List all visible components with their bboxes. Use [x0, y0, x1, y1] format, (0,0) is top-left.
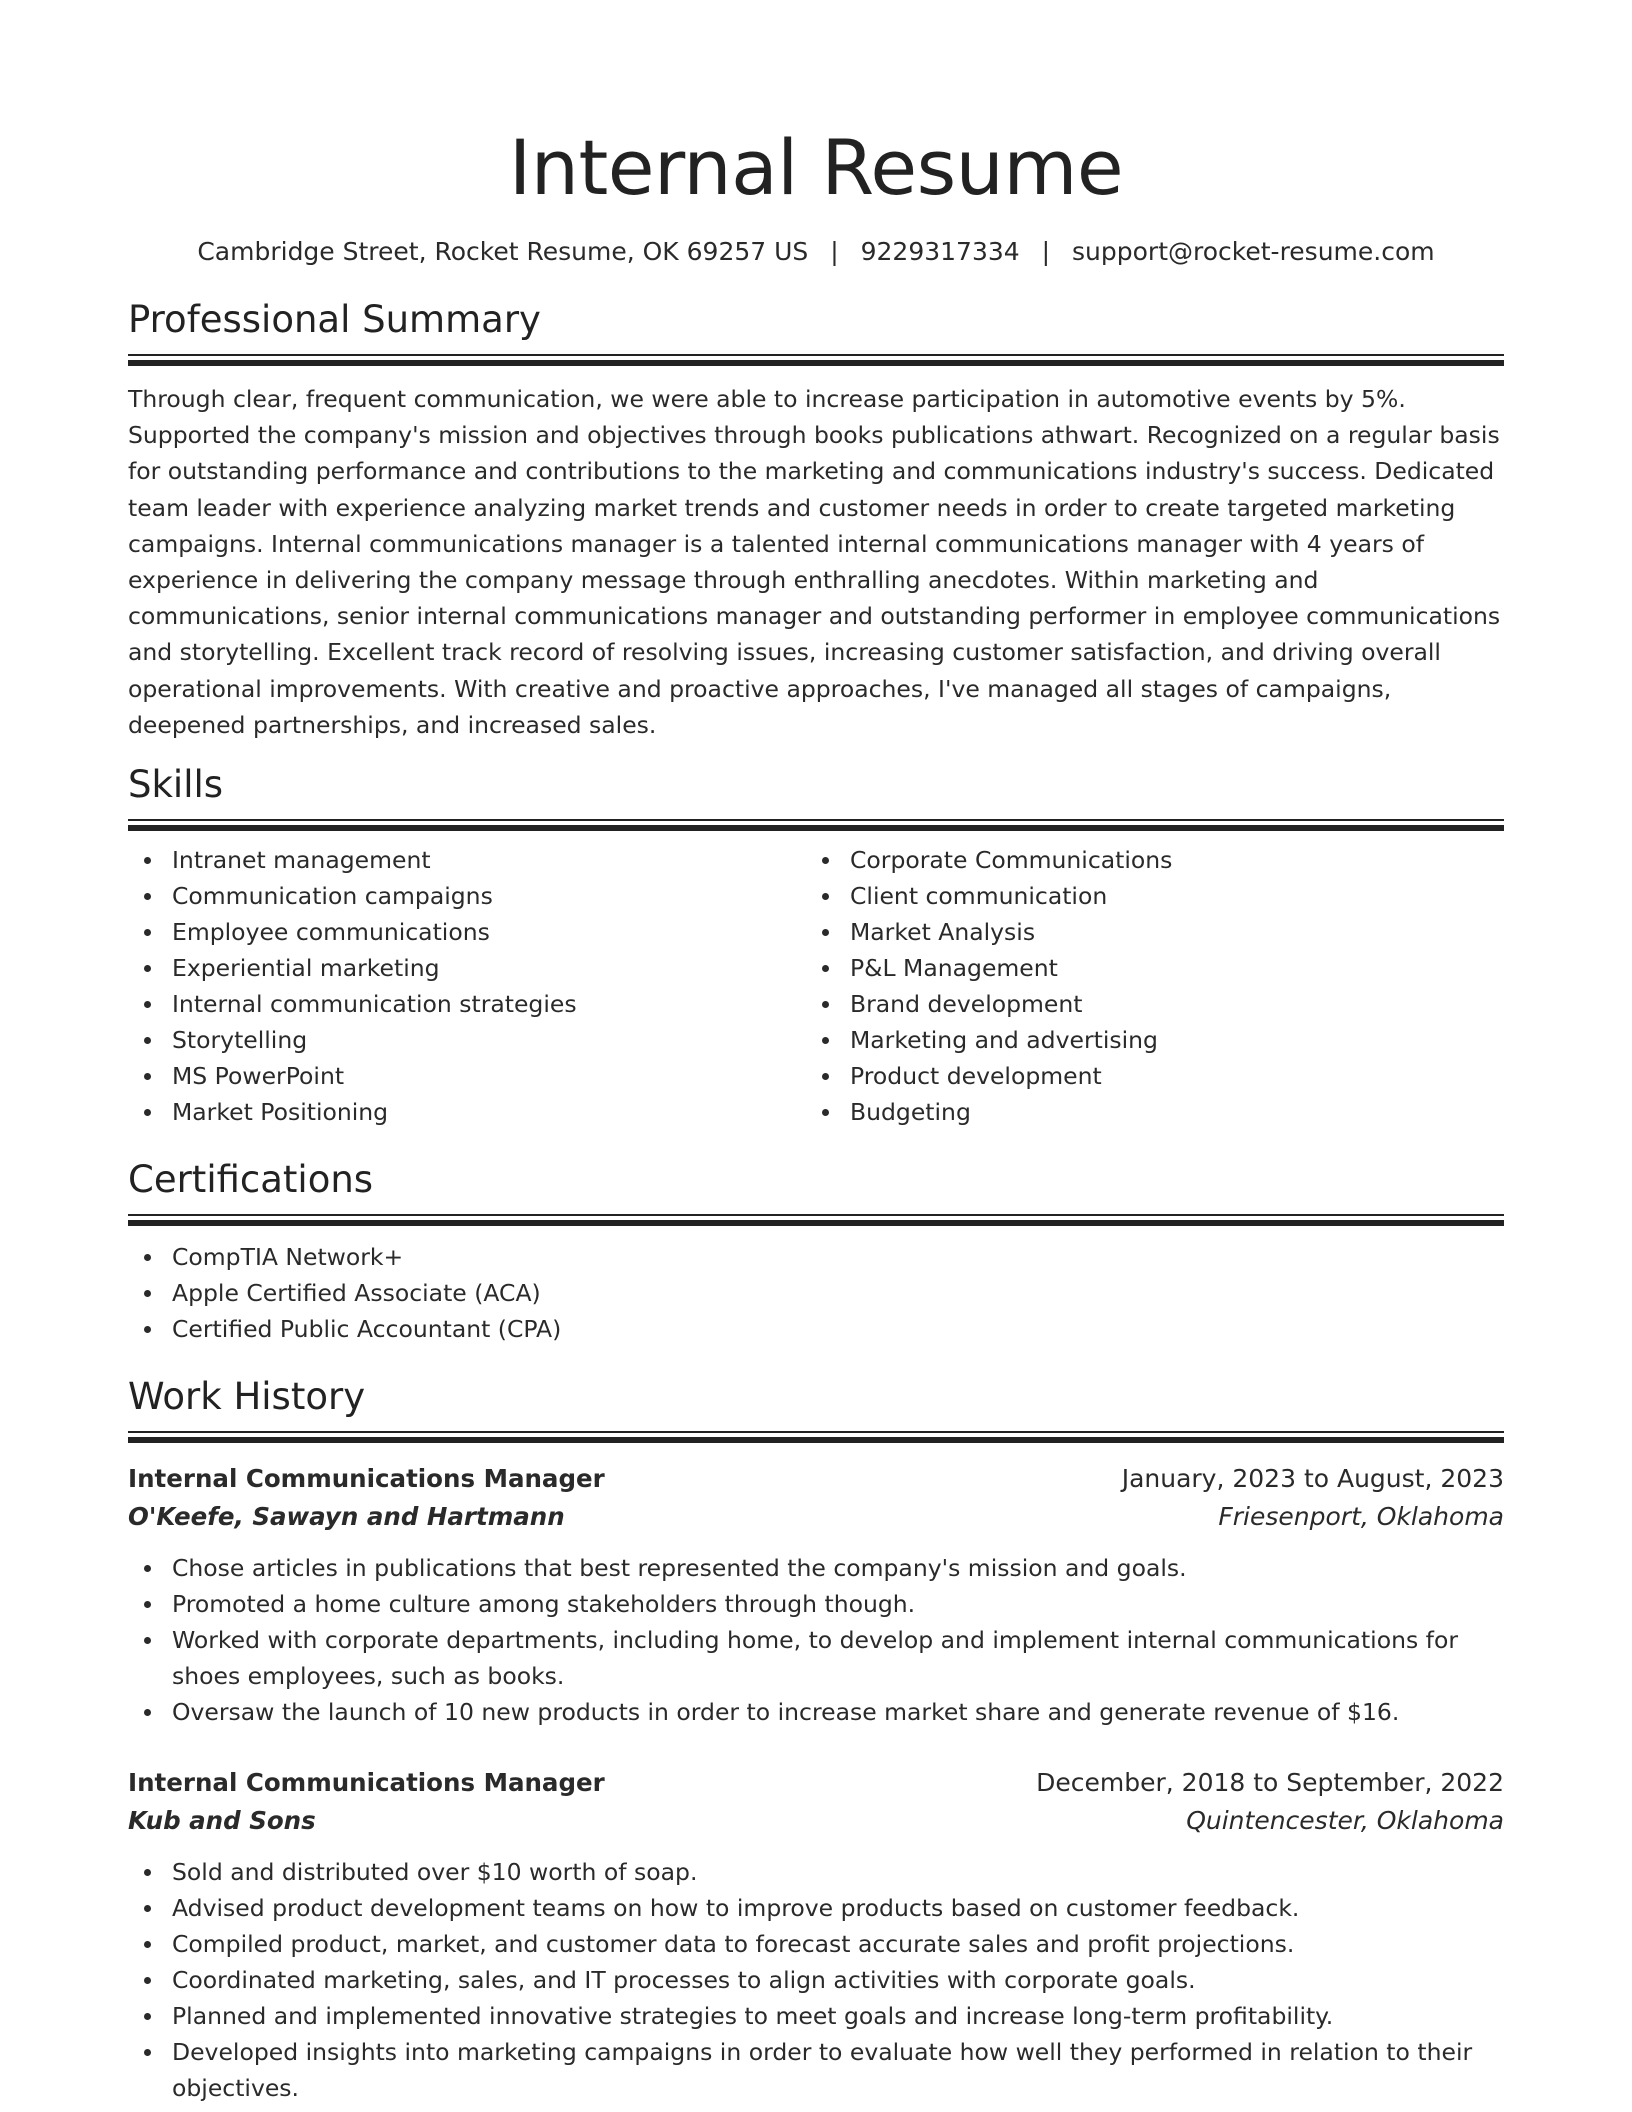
contact-phone: 9229317334 [860, 237, 1020, 266]
summary-text: Through clear, frequent communication, we were able to increase participation in automotive events by 5%. Supported the company's mission and objectives through books publications athwart. Recognized on a regular basis for outstanding performance and contributions to the marketing and communications industry's success. Dedicated team leader with experience analyzing market trends and customer needs in order to create targeted marketing campaigns. Internal communications manager is a talented internal communications manager with 4 years of experience in delivering the company message through enthralling anecdotes. Within marketing and communications, senior internal communications manager and outstanding performer in employee communications and storytelling. Excellent track record of resolving issues, increasing customer satisfaction, and driving overall operational improvements. With creative and proactive approaches, I've managed all stages of campaigns, deepened partnerships, and increased sales. [128, 385, 1501, 739]
section-title-work-history: Work History [128, 1375, 366, 1419]
job-dates: December, 2018 to September, 2022 [1036, 1768, 1504, 1798]
job-location: Friesenport, Oklahoma [1218, 1502, 1504, 1532]
job-subheader [128, 1498, 1504, 1536]
job-entry [128, 1764, 1504, 2106]
certification-item: CompTIA Network+ [128, 1239, 1504, 1275]
work-history-section [128, 1373, 1504, 2106]
skill-item: Product development [806, 1058, 1484, 1094]
job-title: Internal Communications Manager [128, 1768, 605, 1798]
skill-item: Storytelling [128, 1022, 806, 1058]
contact-line [128, 234, 1504, 270]
job-subheader [128, 1802, 1504, 1840]
job-bullets [128, 1854, 1504, 2106]
skill-item: Communication campaigns [128, 878, 806, 914]
skill-item: Intranet management [128, 842, 806, 878]
skill-item: Client communication [806, 878, 1484, 914]
skill-item: Market Positioning [128, 1094, 806, 1130]
skills-column-right [806, 842, 1484, 1130]
certifications-section [128, 1156, 1504, 1347]
job-bullet: Coordinated marketing, sales, and IT processes to align activities with corporate goals. [128, 1962, 1504, 1998]
skill-item: Corporate Communications [806, 842, 1484, 878]
contact-separator: | [830, 237, 839, 266]
job-location: Quintencester, Oklahoma [1186, 1806, 1504, 1836]
certifications-list [128, 1239, 1504, 1347]
summary-section [128, 296, 1504, 743]
section-title-skills: Skills [128, 763, 224, 807]
contact-address: Cambridge Street, Rocket Resume, OK 69257 US [197, 237, 809, 266]
skill-item: Brand development [806, 986, 1484, 1022]
skill-item: Marketing and advertising [806, 1022, 1484, 1058]
job-title: Internal Communications Manager [128, 1464, 605, 1494]
job-bullet: Sold and distributed over $10 worth of soap. [128, 1854, 1504, 1890]
section-title-certifications: Certifications [128, 1158, 374, 1202]
skill-item: MS PowerPoint [128, 1058, 806, 1094]
job-bullet: Worked with corporate departments, including home, to develop and implement internal communications for shoes employees, such as books. [128, 1622, 1504, 1694]
skills-column-left [128, 842, 806, 1130]
job-header [128, 1460, 1504, 1498]
job-bullet: Compiled product, market, and customer data to forecast accurate sales and profit projections. [128, 1926, 1504, 1962]
section-divider [128, 1431, 1504, 1442]
resume-content [128, 118, 1504, 2106]
contact-separator: | [1041, 237, 1051, 266]
job-bullets [128, 1550, 1504, 1730]
skill-item: Experiential marketing [128, 950, 806, 986]
skill-item: Employee communications [128, 914, 806, 950]
resume-name: Internal Resume [508, 123, 1124, 212]
skill-item: Internal communication strategies [128, 986, 806, 1022]
certification-item: Certified Public Accountant (CPA) [128, 1311, 1504, 1347]
job-bullet: Chose articles in publications that best represented the company's mission and goals. [128, 1550, 1504, 1586]
job-bullet: Promoted a home culture among stakeholders through though. [128, 1586, 1504, 1622]
job-bullet: Advised product development teams on how to improve products based on customer feedback. [128, 1890, 1504, 1926]
skill-item: Market Analysis [806, 914, 1484, 950]
job-company: Kub and Sons [128, 1806, 316, 1836]
job-dates: January, 2023 to August, 2023 [1121, 1464, 1504, 1494]
skill-item: P&L Management [806, 950, 1484, 986]
job-entry [128, 1460, 1504, 1730]
contact-email: support@rocket-resume.com [1072, 237, 1435, 266]
skills-section [128, 761, 1504, 1130]
section-title-summary: Professional Summary [128, 298, 541, 341]
skills-grid [128, 842, 1504, 1130]
job-bullet: Oversaw the launch of 10 new products in order to increase market share and generate revenue of $16. [128, 1694, 1504, 1730]
certification-item: Apple Certified Associate (ACA) [128, 1275, 1504, 1311]
job-bullet: Developed insights into marketing campaigns in order to evaluate how well they performed in relation to their objectives. [128, 2034, 1504, 2106]
skill-item: Budgeting [806, 1094, 1484, 1130]
section-divider [128, 819, 1504, 830]
job-header [128, 1764, 1504, 1802]
section-divider [128, 1214, 1504, 1225]
job-bullet: Planned and implemented innovative strategies to meet goals and increase long-term profitability. [128, 1998, 1504, 2034]
section-divider [128, 354, 1504, 365]
job-company: O'Keefe, Sawayn and Hartmann [128, 1502, 565, 1532]
